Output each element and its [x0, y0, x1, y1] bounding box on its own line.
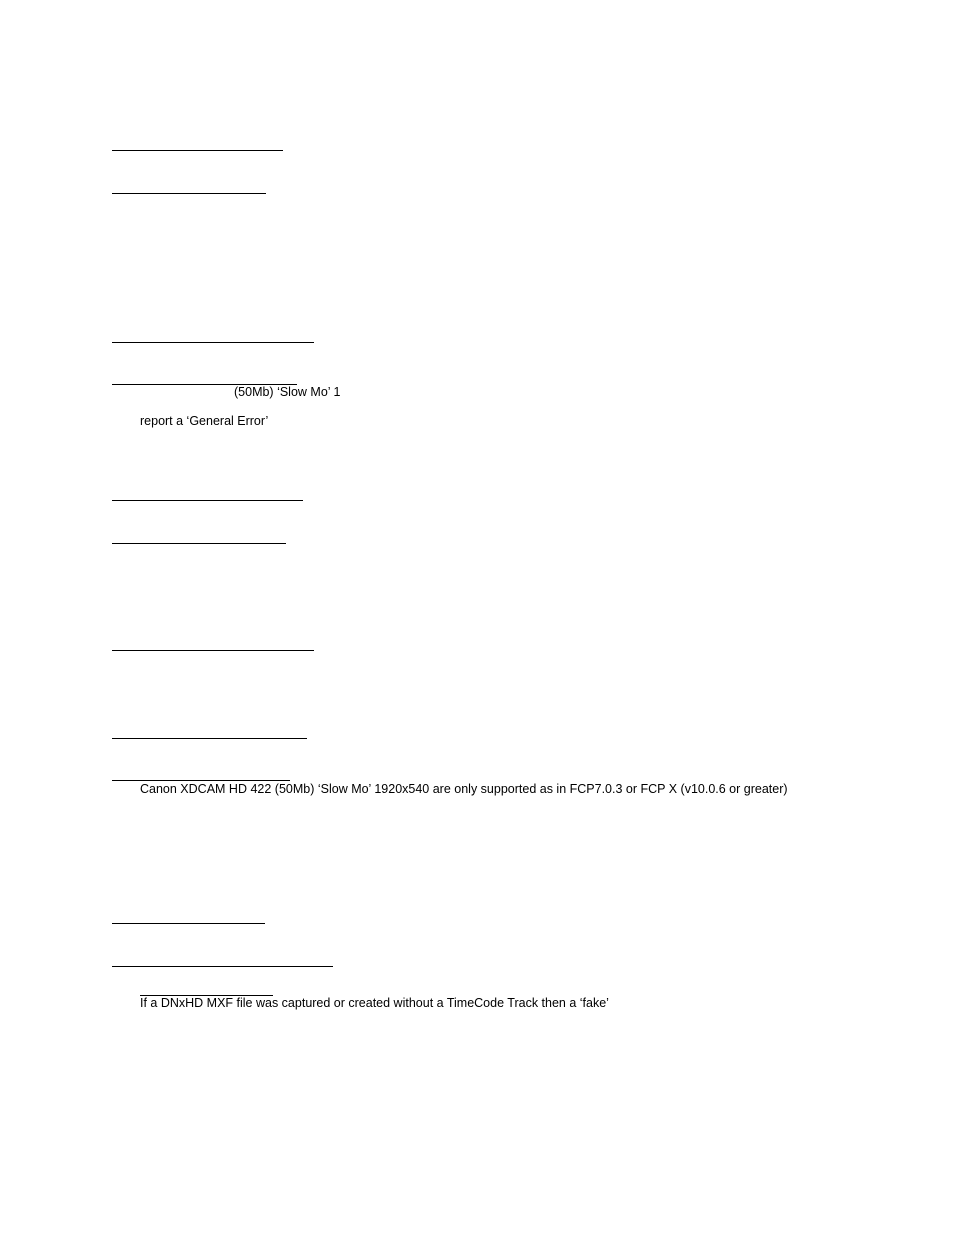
- underline-rule: [112, 738, 307, 739]
- underline-rule: [112, 193, 266, 194]
- underline-rule: [112, 150, 283, 151]
- underline-rule: [112, 923, 265, 924]
- underline-rule: [112, 342, 314, 343]
- underline-rule: [112, 966, 333, 967]
- underline-rule: [112, 543, 286, 544]
- body-text-line: Canon XDCAM HD 422 (50Mb) ‘Slow Mo’ 1920x540 are only supported as in FCP7.0.3 or FCP X (v10.0.6 or greater): [140, 782, 788, 796]
- underline-rule: [112, 780, 290, 781]
- body-text-line: If a DNxHD MXF file was captured or created without a TimeCode Track then a ‘fake’: [140, 996, 609, 1010]
- body-text-line: report a ‘General Error’: [140, 414, 269, 428]
- body-text-line: (50Mb) ‘Slow Mo’ 1: [234, 385, 341, 399]
- underline-rule: [112, 650, 314, 651]
- underline-rule: [112, 500, 303, 501]
